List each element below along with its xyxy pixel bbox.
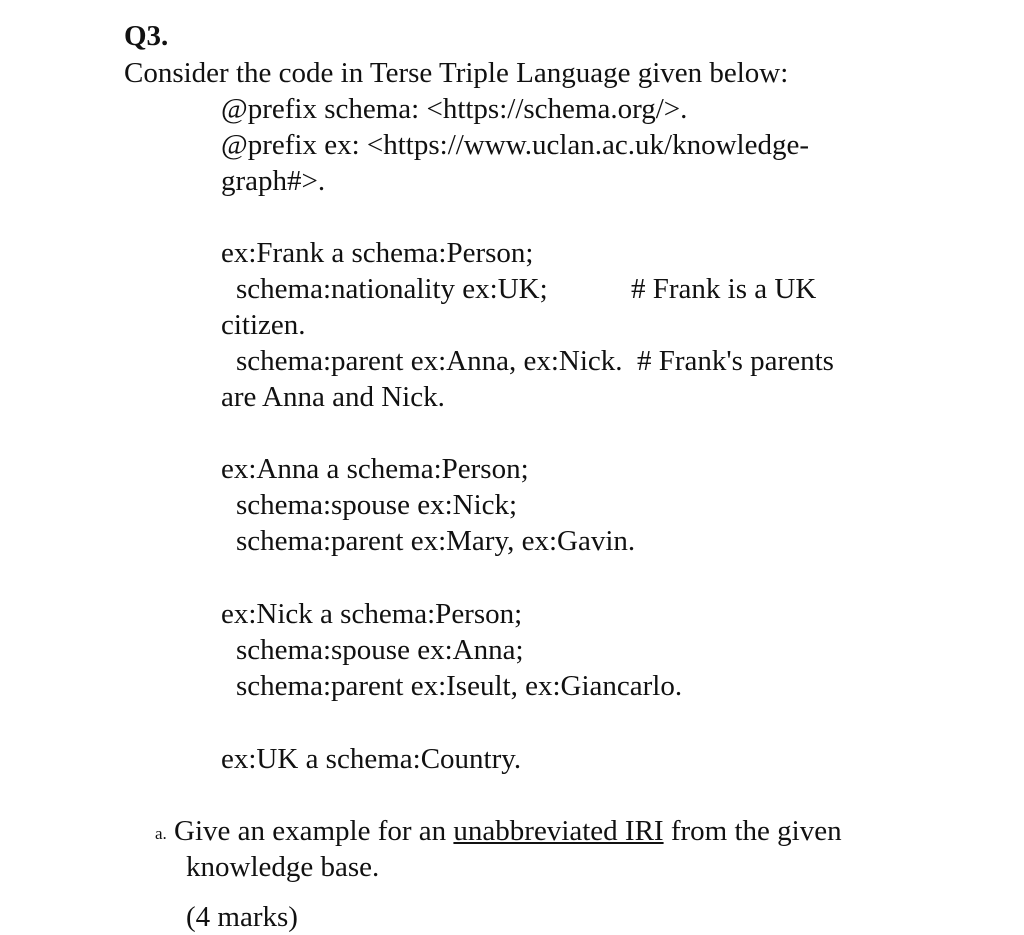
code-line-nick-type: ex:Nick a schema:Person; bbox=[221, 598, 523, 630]
code-line-prefix-schema: @prefix schema: <https://schema.org/>. bbox=[221, 93, 688, 125]
code-line-anna-spouse: schema:spouse ex:Nick; bbox=[236, 489, 518, 521]
subquestion-a-label: a. bbox=[155, 824, 167, 843]
code-line-uk-type: ex:UK a schema:Country. bbox=[221, 743, 522, 775]
subquestion-a-text-wrap: knowledge base. bbox=[186, 851, 380, 883]
code-line-frank-type: ex:Frank a schema:Person; bbox=[221, 237, 534, 269]
code-comment-frank-nationality-wrap: citizen. bbox=[221, 309, 306, 341]
question-title: Q3. bbox=[124, 20, 169, 52]
code-line-frank-nationality: schema:nationality ex:UK; bbox=[236, 273, 548, 305]
code-line-nick-parent: schema:parent ex:Iseult, ex:Giancarlo. bbox=[236, 670, 683, 702]
code-line-nick-spouse: schema:spouse ex:Anna; bbox=[236, 634, 524, 666]
code-comment-frank-nationality: # Frank is a UK bbox=[631, 273, 817, 305]
code-comment-frank-parent-wrap: are Anna and Nick. bbox=[221, 381, 445, 413]
question-intro: Consider the code in Terse Triple Language given below: bbox=[124, 57, 789, 89]
subquestion-a-text-before: Give an example for an bbox=[174, 815, 454, 847]
code-line-frank-parent: schema:parent ex:Anna, ex:Nick. # Frank's parents bbox=[236, 345, 834, 377]
subquestion-a-underlined: unabbreviated IRI bbox=[453, 815, 664, 847]
code-line-anna-type: ex:Anna a schema:Person; bbox=[221, 453, 529, 485]
code-line-prefix-ex: @prefix ex: <https://www.uclan.ac.uk/knowledge- bbox=[221, 129, 810, 161]
subquestion-a-text-after: from the given bbox=[663, 815, 842, 847]
subquestion-a-text bbox=[174, 813, 842, 849]
subquestion-a-marks: (4 marks) bbox=[186, 901, 298, 933]
code-line-anna-parent: schema:parent ex:Mary, ex:Gavin. bbox=[236, 525, 636, 557]
code-line-prefix-ex-wrap: graph#>. bbox=[221, 165, 326, 197]
